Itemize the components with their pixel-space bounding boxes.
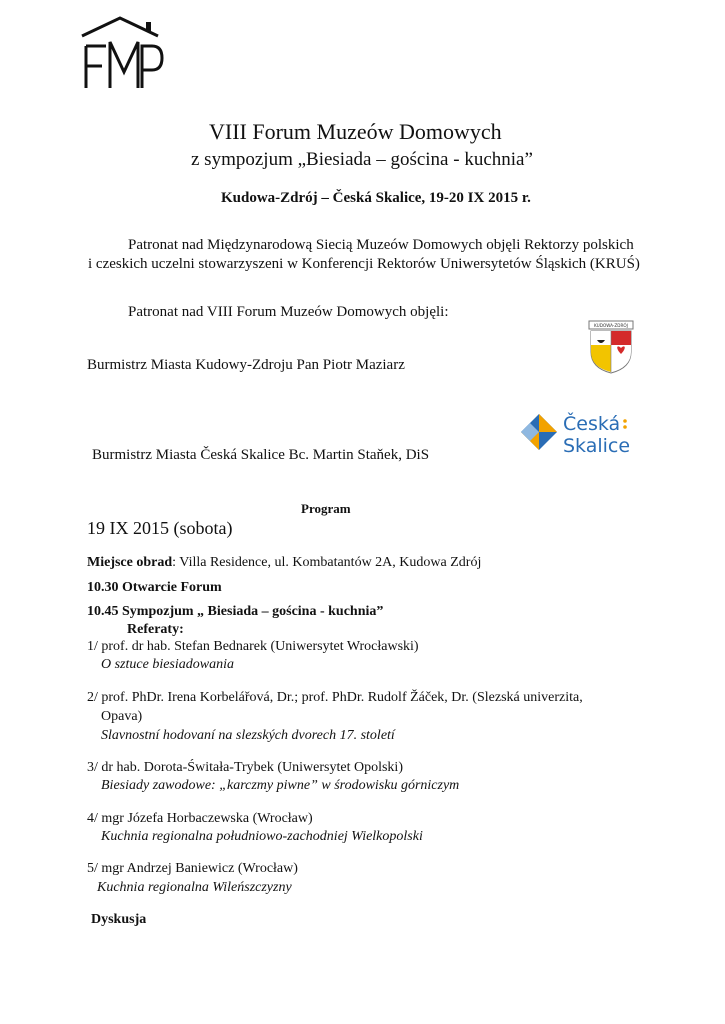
venue-label: Miejsce obrad [87,555,173,570]
opening: 10.30 Otwarcie Forum [87,580,222,595]
symposium: 10.45 Sympozjum „ Biesiada – gościna - kuchnia” [87,604,384,619]
talk-2-title: Slavnostní hodovaní na slezských dvorech 17. století [101,728,395,743]
talk-1-title: O sztuce biesiadowania [101,657,234,672]
talk-3-speaker: 3/ dr hab. Dorota-Świtała-Trybek (Uniwersytet Opolski) [87,760,403,775]
talk-2-speaker: 2/ prof. PhDr. Irena Korbelářová, Dr.; prof. PhDr. Rudolf Žáček, Dr. (Slezská univerzita, [87,690,583,705]
ceska-skalice-logo [519,410,634,463]
discussion: Dyskusja [91,912,147,927]
ceska-logo-line-1: Česká [563,413,621,435]
talk-4-title: Kuchnia regionalna południowo-zachodniej Wielkopolski [101,829,423,844]
talk-3-title: Biesiady zawodowe: „karczmy piwne” w środowisku górniczym [101,778,460,793]
venue [87,555,481,571]
mayor-ceska-skalice: Burmistrz Miasta Česká Skalice Bc. Martin Staňek, DiS [92,447,430,463]
program-heading: Program [301,501,351,516]
patronage-heading: Patronat nad VIII Forum Muzeów Domowych objęli: [128,304,449,320]
page-subtitle: z sympozjum „Biesiada – gościna - kuchnia” [191,149,533,170]
talk-5-title: Kuchnia regionalna Wileńszczyzny [97,880,292,895]
crest-label: KUDOWA-ZDRÓJ [594,323,628,328]
talk-2-speaker-cont: Opava) [101,709,143,724]
program-day: 19 IX 2015 (sobota) [87,518,233,538]
fmp-logo [76,16,166,97]
papers-label: Referaty: [127,622,184,637]
talk-4-speaker: 4/ mgr Józefa Horbaczewska (Wrocław) [87,811,313,826]
patronage-line-2: i czeskich uczelni stowarzyszeni w Konferencji Rektorów Uniwersytetów Śląskich (KRUŚ) [88,256,640,272]
talk-5-speaker: 5/ mgr Andrzej Baniewicz (Wrocław) [87,861,298,876]
patronage-line-1: Patronat nad Międzynarodową Siecią Muzeów Domowych objęli Rektorzy polskich [128,237,634,253]
kudowa-crest-icon [587,320,635,379]
talk-1-speaker: 1/ prof. dr hab. Stefan Bednarek (Uniwersytet Wrocławski) [87,639,419,654]
logo-letters: FMP [76,16,79,17]
place-date: Kudowa-Zdrój – Česká Skalice, 19-20 IX 2015 r. [221,190,531,206]
page-title: VIII Forum Muzeów Domowych [209,119,502,144]
mayor-kudowa: Burmistrz Miasta Kudowy-Zdroju Pan Piotr Maziarz [87,357,405,373]
venue-value: : Villa Residence, ul. Kombatantów 2A, Kudowa Zdrój [172,555,482,570]
ceska-logo-line-2: Skalice [563,435,631,457]
